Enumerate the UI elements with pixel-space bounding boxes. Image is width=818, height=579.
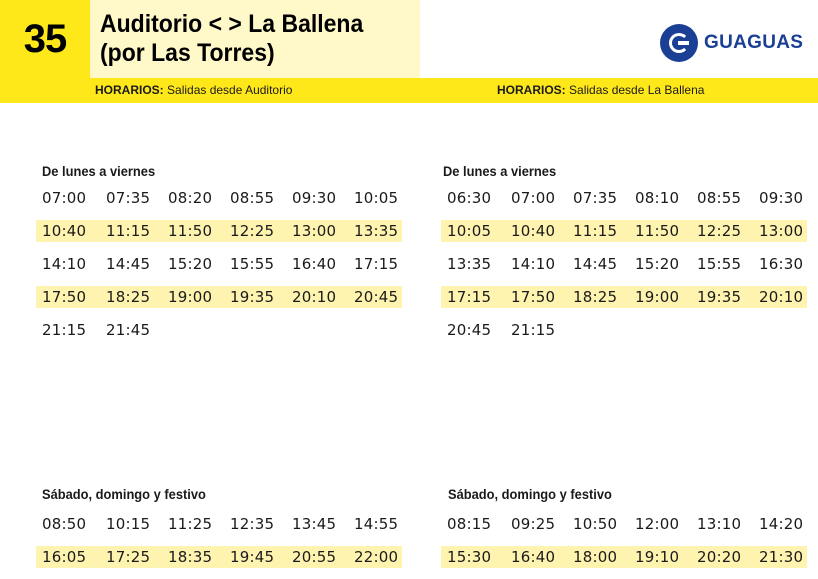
departure-time: 07:00 <box>42 189 87 207</box>
timetable-auditorio-weekday <box>36 187 402 352</box>
departure-time: 14:55 <box>354 515 399 533</box>
departure-time: 17:50 <box>511 288 556 306</box>
departure-time: 07:35 <box>573 189 618 207</box>
departure-time: 14:45 <box>573 255 618 273</box>
timetable-row <box>441 546 807 568</box>
departure-time: 08:15 <box>447 515 492 533</box>
departure-time: 20:10 <box>292 288 337 306</box>
departure-time: 13:10 <box>697 515 742 533</box>
subheader-right-value: Salidas desde La Ballena <box>569 83 705 97</box>
departure-time: 10:40 <box>511 222 556 240</box>
departure-time: 12:25 <box>697 222 742 240</box>
departure-time: 10:50 <box>573 515 618 533</box>
departure-time: 13:00 <box>759 222 804 240</box>
departure-time: 16:05 <box>42 548 87 566</box>
departure-time: 07:00 <box>511 189 556 207</box>
departure-time: 12:00 <box>635 515 680 533</box>
timetable-row <box>441 187 807 209</box>
departure-time: 08:55 <box>697 189 742 207</box>
departure-time: 09:25 <box>511 515 556 533</box>
departure-time: 20:10 <box>759 288 804 306</box>
timetable-row <box>36 319 402 341</box>
departure-time: 19:35 <box>230 288 275 306</box>
route-title-line2: (por Las Torres) <box>100 39 275 67</box>
departure-time: 08:10 <box>635 189 680 207</box>
departure-time: 15:20 <box>635 255 680 273</box>
departure-time: 17:50 <box>42 288 87 306</box>
route-title-line1: Auditorio < > La Ballena <box>100 10 364 38</box>
departure-time: 13:00 <box>292 222 337 240</box>
departure-time: 12:25 <box>230 222 275 240</box>
departure-time: 09:30 <box>292 189 337 207</box>
departure-time: 16:30 <box>759 255 804 273</box>
departure-time: 16:40 <box>511 548 556 566</box>
timetable-row <box>36 220 402 242</box>
schedule-subheader <box>0 78 818 103</box>
route-number-badge: 35 <box>0 0 90 78</box>
departure-time: 13:35 <box>354 222 399 240</box>
departure-time: 16:40 <box>292 255 337 273</box>
section-title-ballena-weekend: Sábado, domingo y festivo <box>448 486 612 502</box>
logo-text: GUAGUAS <box>704 32 804 53</box>
departure-time: 15:55 <box>230 255 275 273</box>
departure-time: 14:10 <box>511 255 556 273</box>
subheader-left-value: Salidas desde Auditorio <box>167 83 293 97</box>
departure-time: 11:15 <box>573 222 618 240</box>
departure-time: 14:20 <box>759 515 804 533</box>
departure-time: 21:15 <box>42 321 87 339</box>
departure-time: 11:50 <box>635 222 680 240</box>
departure-time: 19:45 <box>230 548 275 566</box>
departure-time: 10:05 <box>354 189 399 207</box>
section-title-auditorio-weekday: De lunes a viernes <box>42 163 156 179</box>
departure-time: 13:35 <box>447 255 492 273</box>
departure-time: 17:15 <box>354 255 399 273</box>
departure-time: 20:45 <box>447 321 492 339</box>
departure-time: 10:40 <box>42 222 87 240</box>
subheader-left <box>95 78 292 103</box>
departure-time: 14:10 <box>42 255 87 273</box>
departure-time: 18:25 <box>106 288 151 306</box>
departure-time: 21:45 <box>106 321 151 339</box>
departure-time: 17:25 <box>106 548 151 566</box>
departure-time: 22:00 <box>354 548 399 566</box>
departure-time: 09:30 <box>759 189 804 207</box>
timetable-auditorio-weekend <box>36 513 402 579</box>
departure-time: 20:20 <box>697 548 742 566</box>
departure-time: 06:30 <box>447 189 492 207</box>
timetable-row <box>36 513 402 535</box>
guaguas-logo <box>660 22 803 64</box>
subheader-right-key: HORARIOS: <box>497 83 566 97</box>
timetable-row <box>441 513 807 535</box>
subheader-right <box>497 78 704 103</box>
departure-time: 08:55 <box>230 189 275 207</box>
departure-time: 15:20 <box>168 255 213 273</box>
departure-time: 08:50 <box>42 515 87 533</box>
departure-time: 11:25 <box>168 515 213 533</box>
departure-time: 20:45 <box>354 288 399 306</box>
timetable-ballena-weekday <box>441 187 807 352</box>
departure-time: 11:50 <box>168 222 213 240</box>
departure-time: 19:00 <box>168 288 213 306</box>
timetable-row <box>36 187 402 209</box>
subheader-left-key: HORARIOS: <box>95 83 164 97</box>
timetable-row <box>441 286 807 308</box>
departure-time: 07:35 <box>106 189 151 207</box>
departure-time: 18:25 <box>573 288 618 306</box>
timetable-row <box>441 253 807 275</box>
departure-time: 11:15 <box>106 222 151 240</box>
departure-time: 19:10 <box>635 548 680 566</box>
section-title-ballena-weekday: De lunes a viernes <box>443 163 557 179</box>
timetable-row <box>36 286 402 308</box>
timetable-ballena-weekend <box>441 513 807 579</box>
departure-time: 08:20 <box>168 189 213 207</box>
departure-time: 15:55 <box>697 255 742 273</box>
timetable-row <box>441 220 807 242</box>
departure-time: 21:15 <box>511 321 556 339</box>
departure-time: 10:05 <box>447 222 492 240</box>
departure-time: 17:15 <box>447 288 492 306</box>
departure-time: 12:35 <box>230 515 275 533</box>
departure-time: 19:00 <box>635 288 680 306</box>
timetable-row <box>36 546 402 568</box>
departure-time: 14:45 <box>106 255 151 273</box>
departure-time: 21:30 <box>759 548 804 566</box>
departure-time: 15:30 <box>447 548 492 566</box>
section-title-auditorio-weekend: Sábado, domingo y festivo <box>42 486 206 502</box>
guaguas-logo-icon <box>660 24 698 62</box>
departure-time: 19:35 <box>697 288 742 306</box>
departure-time: 18:00 <box>573 548 618 566</box>
timetable-row <box>441 319 807 341</box>
departure-time: 10:15 <box>106 515 151 533</box>
departure-time: 13:45 <box>292 515 337 533</box>
route-title <box>100 10 394 68</box>
departure-time: 20:55 <box>292 548 337 566</box>
departure-time: 18:35 <box>168 548 213 566</box>
timetable-row <box>36 253 402 275</box>
